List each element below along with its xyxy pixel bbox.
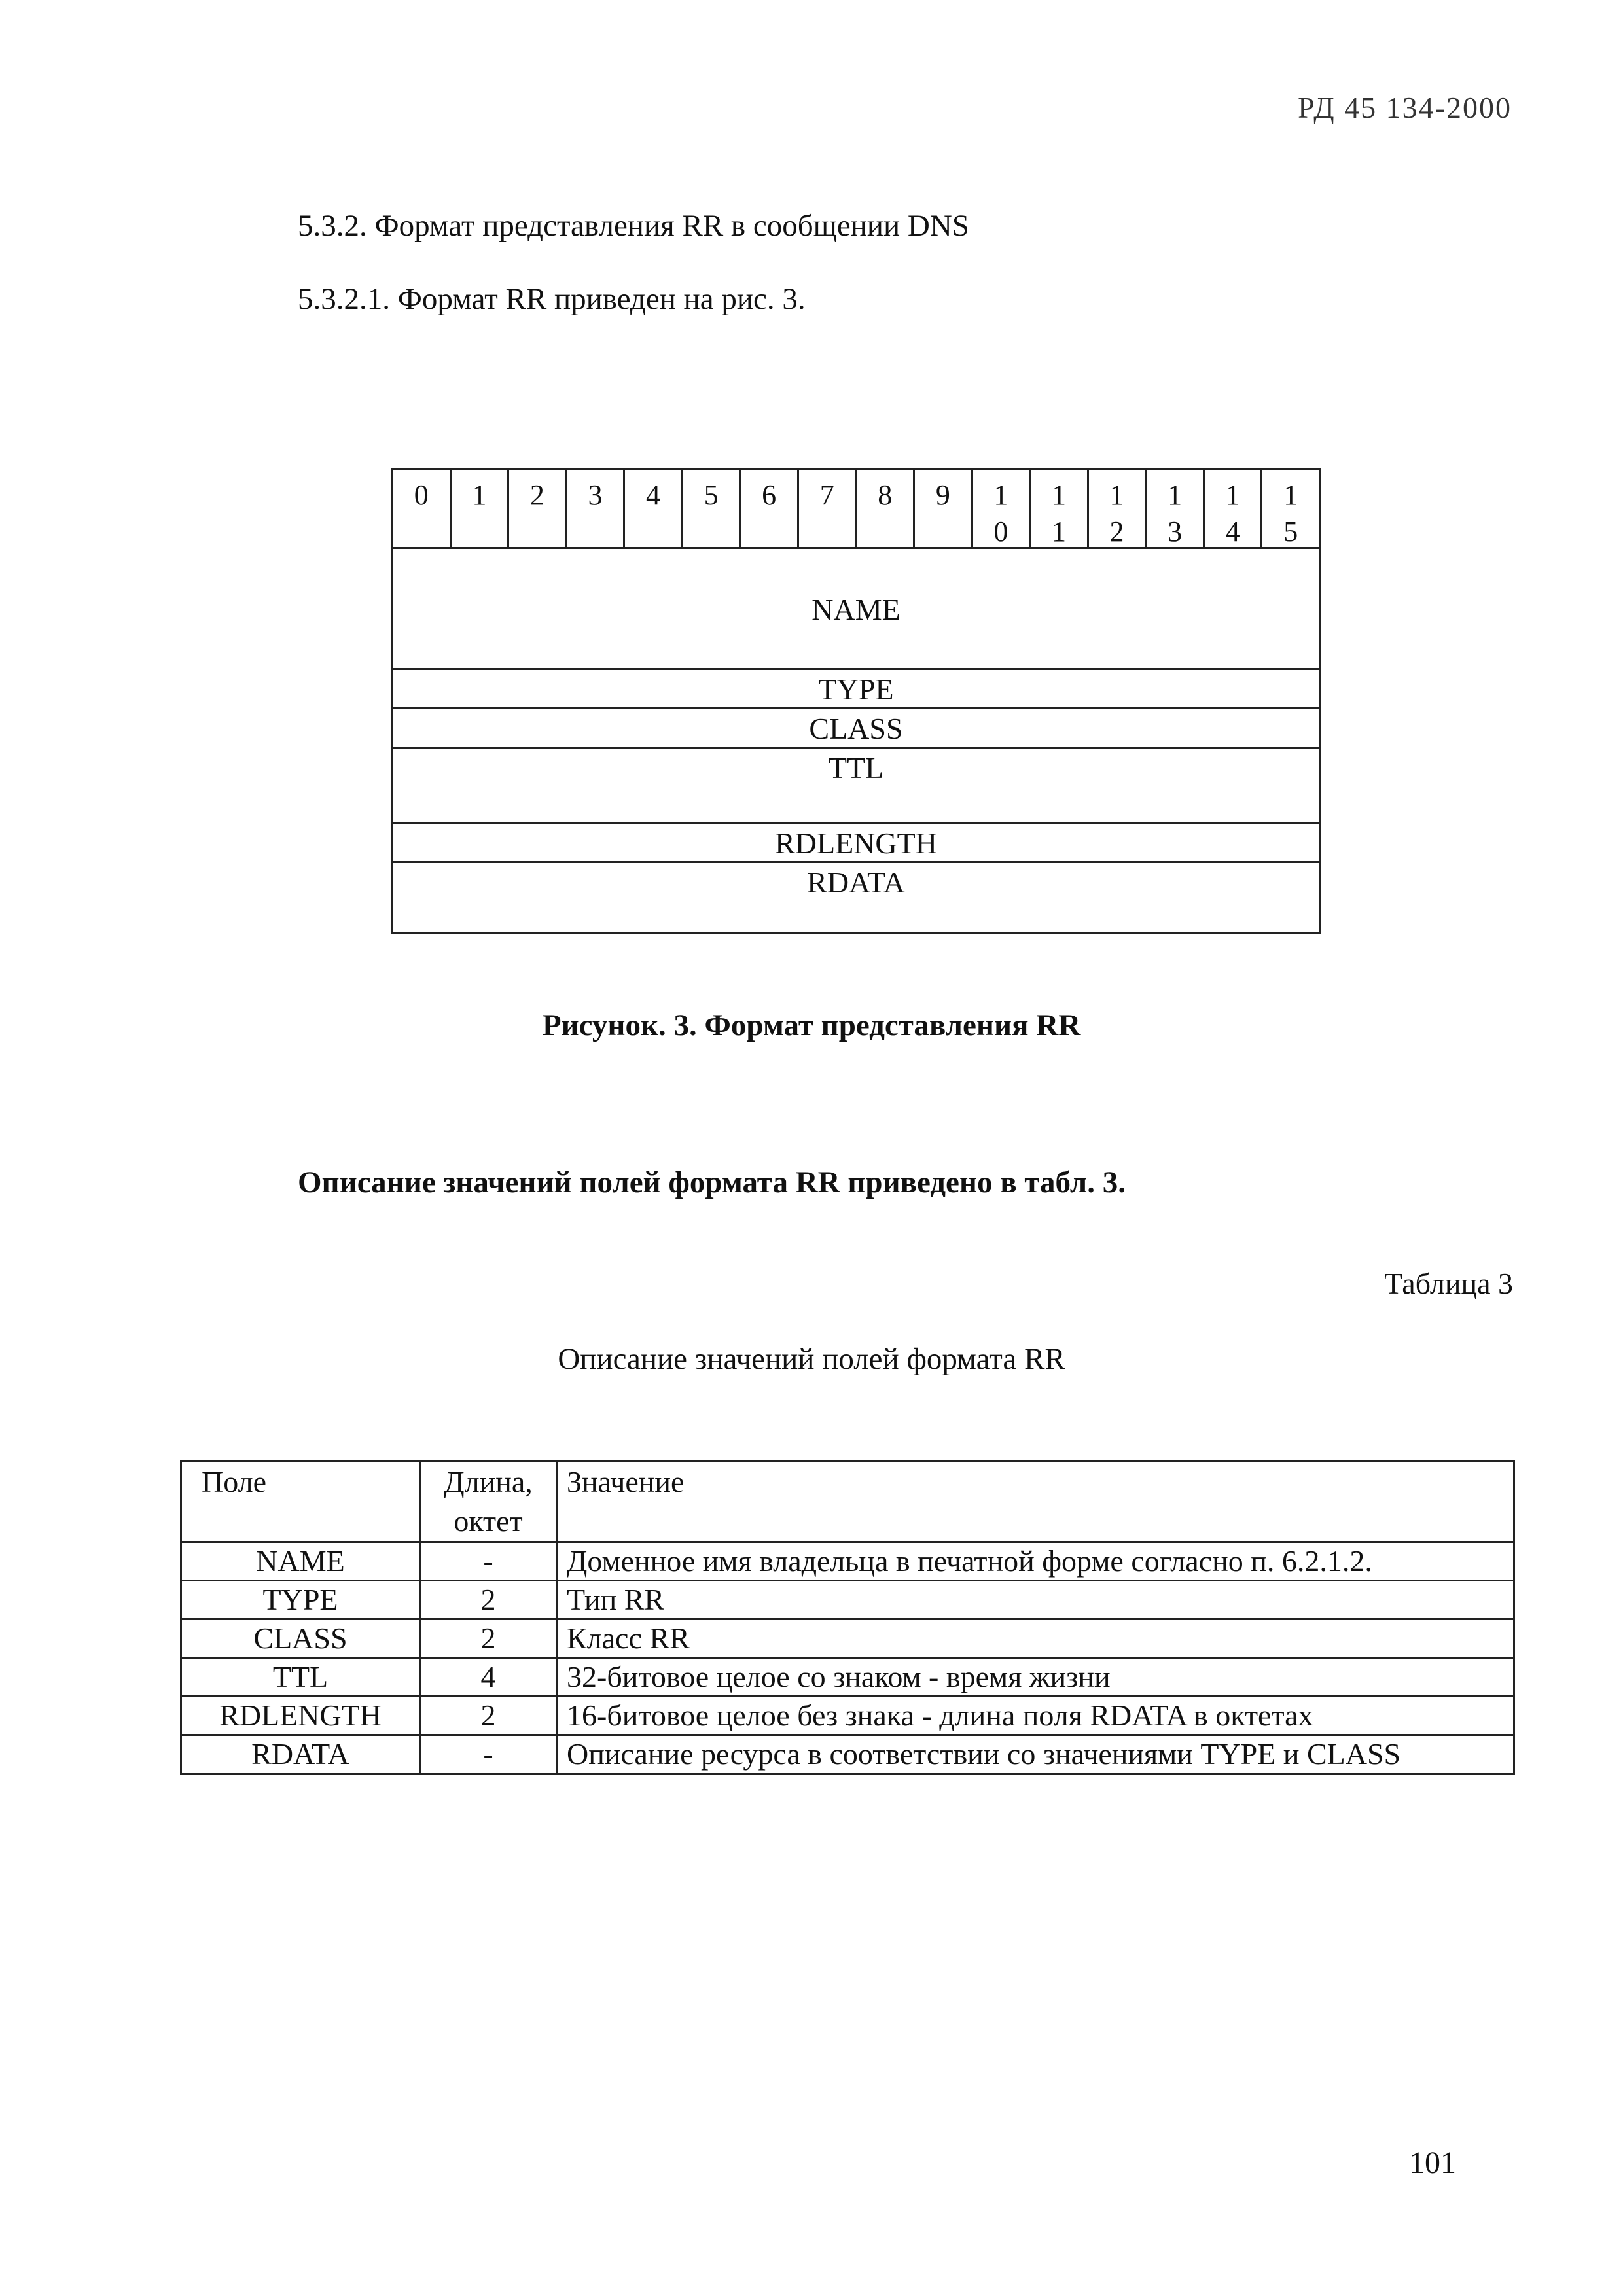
cell-length: 2 [420, 1619, 557, 1658]
table-label: Таблица 3 [1384, 1267, 1513, 1300]
cell-field: RDLENGTH [181, 1697, 420, 1735]
header-meaning: Значение [557, 1462, 1514, 1542]
bit-number: 6 [762, 479, 777, 511]
bit-cell [393, 470, 452, 547]
description-text: Описание значений полей формата RR приведено в табл. 3. [298, 1165, 1126, 1199]
table-row [181, 1735, 1514, 1774]
cell-length: 2 [420, 1581, 557, 1619]
bit-number: 1 [1225, 479, 1240, 511]
section-subheading: 5.3.2.1. Формат RR приведен на рис. 3. [298, 282, 806, 316]
bit-cell [625, 470, 683, 547]
cell-meaning: Описание ресурса в соответствии со значениями TYPE и CLASS [557, 1735, 1514, 1774]
bit-number: 8 [878, 479, 893, 511]
figure-caption: Рисунок. 3. Формат представления RR [542, 1008, 1081, 1042]
table-row [181, 1542, 1514, 1581]
bit-cell [915, 470, 973, 547]
cell-meaning: Доменное имя владельца в печатной форме согласно п. 6.2.1.2. [557, 1542, 1514, 1581]
bit-number: 1 [1109, 479, 1124, 511]
table-row [181, 1697, 1514, 1735]
header-length-line1: Длина, [444, 1465, 533, 1498]
bit-cell [683, 470, 741, 547]
bit-number: 1 [1168, 479, 1183, 511]
cell-field: CLASS [181, 1619, 420, 1658]
cell-meaning: 16-битовое целое без знака - длина поля RDATA в октетах [557, 1697, 1514, 1735]
bit-cell [741, 470, 799, 547]
rr-format-diagram [391, 468, 1321, 934]
cell-meaning: Тип RR [557, 1581, 1514, 1619]
cell-length: 2 [420, 1697, 557, 1735]
cell-length: - [420, 1735, 557, 1774]
bit-number: 1 [1283, 479, 1298, 511]
bit-cell [1205, 470, 1263, 547]
bit-cell [567, 470, 626, 547]
page-number: 101 [1409, 2146, 1456, 2180]
bit-cell [1089, 470, 1147, 547]
bit-cell [1262, 470, 1319, 547]
bit-cell [1031, 470, 1089, 547]
bit-number: 7 [819, 479, 834, 511]
bit-number: 1 [1051, 479, 1066, 511]
field-rdata: RDATA [807, 866, 905, 899]
table-row [181, 1581, 1514, 1619]
bit-number-second-digit: 5 [1283, 516, 1298, 548]
document-code: РД 45 134-2000 [1298, 91, 1512, 124]
header-field: Поле [181, 1462, 420, 1542]
bit-number: 1 [472, 479, 487, 511]
bit-number-second-digit: 4 [1225, 516, 1240, 548]
bit-cell [799, 470, 857, 547]
bit-cell [857, 470, 916, 547]
bit-cell [1147, 470, 1205, 547]
header-length-line2: октет [454, 1504, 523, 1538]
table-title: Описание значений полей формата RR [558, 1342, 1065, 1376]
bit-number: 5 [704, 479, 719, 511]
bit-number: 2 [529, 479, 544, 511]
fields-table [180, 1460, 1515, 1775]
cell-length: - [420, 1542, 557, 1581]
cell-length: 4 [420, 1658, 557, 1697]
cell-field: TTL [181, 1658, 420, 1697]
cell-field: NAME [181, 1542, 420, 1581]
bit-cell [973, 470, 1031, 547]
bit-number-second-digit: 3 [1168, 516, 1183, 548]
bit-number-second-digit: 2 [1109, 516, 1124, 548]
field-rdlength: RDLENGTH [393, 824, 1319, 863]
bit-numbers-row [393, 470, 1319, 549]
bit-number: 4 [646, 479, 661, 511]
bit-number-second-digit: 0 [993, 516, 1008, 548]
bit-number: 0 [414, 479, 429, 511]
cell-meaning: 32-битовое целое со знаком - время жизни [557, 1658, 1514, 1697]
field-ttl: TTL [393, 749, 1319, 824]
section-heading: 5.3.2. Формат представления RR в сообщении DNS [298, 209, 969, 243]
bit-cell [509, 470, 567, 547]
bit-number: 9 [935, 479, 950, 511]
bit-cell [452, 470, 510, 547]
table-header-row [181, 1462, 1514, 1542]
field-type: TYPE [393, 670, 1319, 709]
field-name: NAME [393, 549, 1319, 670]
field-class: CLASS [393, 709, 1319, 749]
cell-field: TYPE [181, 1581, 420, 1619]
table-row [181, 1619, 1514, 1658]
bit-number: 1 [993, 479, 1008, 511]
cell-meaning: Класс RR [557, 1619, 1514, 1658]
table-row [181, 1658, 1514, 1697]
cell-field: RDATA [181, 1735, 420, 1774]
header-length [420, 1462, 557, 1542]
bit-number-second-digit: 1 [1051, 516, 1066, 548]
bit-number: 3 [588, 479, 603, 511]
